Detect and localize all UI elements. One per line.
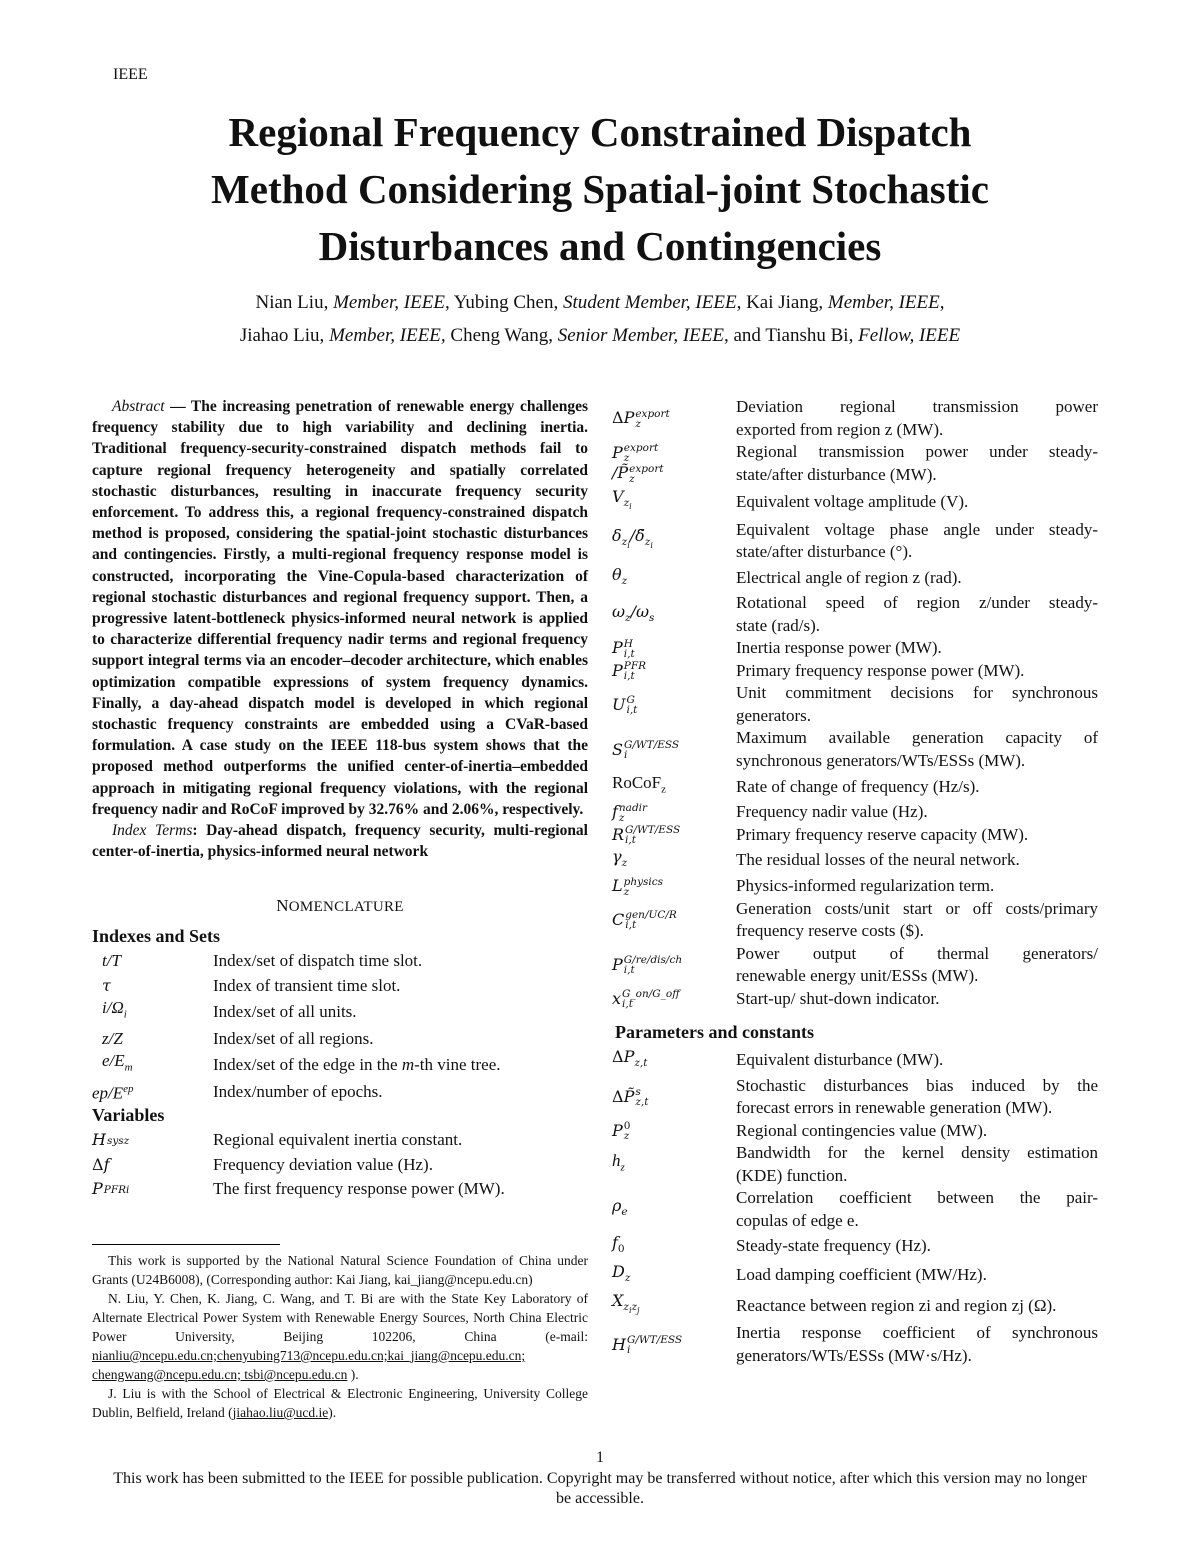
table-row — [612, 772, 1098, 801]
symbol: R G/WT/ESS i,t — [612, 824, 681, 847]
description — [736, 1046, 1098, 1075]
symbol: $\delta_{z_i}/\deltã_{z_i}$ — [612, 525, 653, 551]
symbol: $i/\Omega_i$ — [102, 998, 127, 1021]
symbol: P PFR i,t — [612, 660, 647, 683]
table-row — [92, 948, 588, 973]
author-role: Member, IEEE — [333, 292, 445, 313]
symbol: S G/WT/ESS i — [612, 739, 680, 762]
description — [736, 519, 1098, 564]
description — [736, 875, 1098, 898]
description: Index of transient time slot. — [213, 975, 401, 995]
symbol: RoCoF$_z$ — [612, 773, 667, 796]
description — [736, 943, 1098, 988]
desc-line: Primary frequency response power (MW). — [736, 660, 1025, 680]
parameters-table — [612, 1046, 1098, 1367]
description: Index/set of dispatch time slot. — [213, 951, 423, 971]
author-role: Member, IEEE — [827, 292, 940, 313]
description — [736, 1187, 1098, 1232]
desc-line: state/after disturbance (°). — [736, 542, 913, 562]
title-line-2: Method Considering Spatial-joint Stochastic — [211, 166, 989, 212]
description — [736, 824, 1098, 847]
desc-line: Equivalent disturbance (MW). — [736, 1050, 944, 1070]
description — [736, 801, 1098, 824]
table-row — [612, 486, 1098, 519]
author-name: , Yubing Chen, — [444, 292, 563, 313]
copyright-notice: This work has been submitted to the IEEE for possible publication. Copyright may be transferred without notice, after which this version may no longer be accessible. — [113, 1470, 1087, 1507]
table-row — [92, 973, 588, 998]
desc-line: Bandwidth for the kernel density estimation — [736, 1143, 1098, 1163]
description — [736, 846, 1098, 875]
table-row — [612, 1261, 1098, 1290]
description — [736, 898, 1098, 943]
symbol: P 0 z — [612, 1120, 631, 1143]
symbol: $X_{z_iz_j}$ — [612, 1290, 640, 1315]
author-line-1 — [100, 286, 1100, 319]
desc-line: (KDE) function. — [736, 1165, 848, 1185]
symbol: ΔP̃ s z,t — [612, 1086, 649, 1109]
author-role: Senior Member, IEEE — [557, 325, 724, 346]
title-line-3: Disturbances and Contingencies — [318, 223, 882, 269]
description — [736, 1075, 1098, 1120]
author-name: Jiahao Liu, — [239, 325, 330, 346]
table-row — [612, 396, 1098, 441]
symbol: P H i,t — [612, 637, 635, 660]
footnote-funding: This work is supported by the National Natural Science Foundation of China under Grants (U24B6008), (Corresponding author: Kai Jiang, kai_jiang@ncepu.edu.cn) — [92, 1253, 588, 1287]
author-role: Student Member, IEEE — [562, 292, 737, 313]
symbol: C gen/UC/R i,t — [612, 909, 677, 932]
table-row — [612, 1120, 1098, 1143]
table-row — [612, 441, 1098, 486]
desc-line: The residual losses of the neural network. — [736, 850, 1020, 870]
symbol: P export z /P̃ export z — [612, 442, 664, 485]
desc-part: m — [401, 1055, 415, 1075]
desc-line: Deviation regional transmission power — [736, 397, 1098, 416]
desc-line: Rotational speed of region z/under steady- — [736, 593, 1098, 613]
symbol: ΔP export z — [612, 407, 670, 430]
author-role: Member, IEEE, — [329, 325, 446, 346]
heading-initial: N — [276, 896, 289, 916]
desc-line: frequency reserve costs ($). — [736, 921, 924, 941]
table-row — [612, 988, 1098, 1011]
symbol: z/Z — [102, 1028, 123, 1048]
desc-line: Equivalent voltage phase angle under steady- — [736, 519, 1098, 539]
table-row — [612, 592, 1098, 637]
table-row — [612, 1290, 1098, 1323]
table-row — [612, 875, 1098, 898]
symbol: $\theta_z$ — [612, 564, 628, 587]
table-row — [612, 682, 1098, 727]
author-line-2 — [100, 319, 1100, 352]
desc-line: renewable energy unit/ESSs (MW). — [736, 966, 979, 986]
desc-line: Start-up/ shut-down indicator. — [736, 988, 940, 1008]
author-name: Nian Liu, — [255, 292, 334, 313]
symbol: t/T — [102, 951, 121, 971]
abstract-text: — The increasing penetration of renewable energy challenges frequency stability due to high variability and declining inertia. Traditional frequency-security-constrained dispatch methods fail to capture regional frequency heterogeneity and spatially correlated stochastic disturbances, resulting in inaccurate frequency security enforcement. To address this, a regional frequency-constrained dispatch method is proposed, considering the spatial-joint stochastic disturbances and contingencies. Firstly, a multi-regional frequency response model is constructed, incorporating the Vine-Copula-based characterization of regional stochastic disturbances and regional frequency support. Then, a progressive latent-bottleneck physics-informed neural network is applied to characterize differential frequency nadir terms and regional frequency support integral terms via an encoder–decoder architecture, which enables optimization compatible expressions of system frequency dynamics. Finally, a day-ahead dispatch model is developed in which regional stochastic frequency constraints are embedded using a CVaR-based formulation. A case study on the IEEE 118-bus system shows that the proposed method outperforms the unified center-of-inertia–embedded approach in mitigating regional frequency violations, with the regional frequency nadir and RoCoF improved by 32.76% and 2.06%, respectively. — [92, 398, 588, 818]
description — [736, 727, 1098, 772]
symbol: $\Delta P_{z,t}$ — [612, 1047, 648, 1070]
desc-line: state (rad/s). — [736, 615, 821, 635]
variables-heading: Variables — [92, 1105, 165, 1126]
desc-line: Unit commitment decisions for synchronous — [736, 683, 1098, 703]
footnote-affiliation-2 — [92, 1384, 588, 1422]
footnote-rule — [92, 1244, 280, 1245]
desc-line: Generation costs/unit start or off costs/primary — [736, 898, 1098, 918]
description: Index/set of all units. — [213, 1002, 357, 1022]
description — [736, 1322, 1098, 1367]
desc-line: Electrical angle of region z (rad). — [736, 567, 962, 587]
description — [736, 660, 1098, 683]
desc-line: exported from region z (MW). — [736, 419, 944, 439]
description — [736, 486, 1098, 519]
variables-table-right — [612, 396, 1098, 1010]
heading-rest: OMENCLATURE — [288, 899, 404, 916]
desc-line: Physics-informed regularization term. — [736, 876, 995, 896]
desc-part: -th vine tree. — [414, 1055, 501, 1075]
symbol: $e/E_m$ — [102, 1051, 133, 1074]
author-role: Fellow, IEEE — [858, 325, 961, 346]
symbol: L physics z — [612, 875, 664, 898]
table-row — [612, 943, 1098, 988]
desc-line: Reactance between region zi and region zj (Ω). — [736, 1295, 1057, 1315]
desc-line: copulas of edge e. — [736, 1210, 859, 1230]
table-row — [612, 519, 1098, 564]
variables-table-left — [92, 1127, 588, 1201]
index-terms-label: Index Terms — [112, 822, 193, 840]
paper-title — [100, 104, 1100, 275]
table-row — [612, 1322, 1098, 1367]
description: Regional equivalent inertia constant. — [213, 1130, 463, 1150]
description — [736, 1232, 1098, 1261]
description — [736, 682, 1098, 727]
description — [736, 441, 1098, 486]
desc-line: Primary frequency reserve capacity (MW). — [736, 824, 1029, 844]
description: Index/number of epochs. — [213, 1081, 383, 1101]
left-column — [92, 396, 588, 1201]
table-row — [612, 1187, 1098, 1232]
desc-line: Rate of change of frequency (Hz/s). — [736, 776, 980, 796]
description — [736, 772, 1098, 801]
table-row — [612, 898, 1098, 943]
table-row — [92, 1050, 588, 1078]
table-row — [612, 1142, 1098, 1187]
desc-line: Stochastic disturbances bias induced by the — [736, 1075, 1098, 1095]
description — [736, 564, 1098, 593]
page-number: 1 — [596, 1449, 604, 1466]
table-row — [612, 846, 1098, 875]
description: Frequency deviation value (Hz). — [213, 1154, 433, 1174]
title-line-1: Regional Frequency Constrained Dispatch — [228, 109, 972, 155]
index-terms — [92, 820, 588, 862]
nomenclature-heading — [92, 896, 588, 916]
indexes-heading: Indexes and Sets — [92, 926, 221, 947]
abstract-label: Abstract — [112, 398, 165, 415]
table-row — [612, 824, 1098, 847]
table-row — [612, 1046, 1098, 1075]
symbol: $\omega_z/\omega_s$ — [612, 601, 655, 624]
parameters-heading: Parameters and constants — [615, 1022, 814, 1043]
symbol: $h_z$ — [612, 1151, 625, 1174]
table-row — [92, 1152, 588, 1177]
desc-line: Regional contingencies value (MW). — [736, 1120, 988, 1140]
table-row — [612, 727, 1098, 772]
footnote-text: J. Liu is with the School of Electrical & Electronic Engineering, University College Dublin, Belfield, Ireland ( — [92, 1386, 588, 1420]
description — [736, 592, 1098, 637]
description — [736, 1290, 1098, 1323]
desc-line: Maximum available generation capacity of — [736, 728, 1098, 748]
description: The first frequency response power (MW). — [213, 1179, 505, 1199]
table-row — [612, 660, 1098, 683]
footnote-text: ). — [328, 1405, 337, 1420]
desc-line: Power output of thermal generators/ — [736, 943, 1098, 963]
symbol: $V_{z_i}$ — [612, 487, 632, 512]
footnote-affiliation-1 — [92, 1289, 588, 1384]
table-row — [612, 564, 1098, 593]
table-row — [612, 801, 1098, 824]
desc-line: Load damping coefficient (MW/Hz). — [736, 1265, 987, 1285]
indexes-table — [92, 948, 588, 1103]
table-row — [612, 1075, 1098, 1120]
right-column — [612, 396, 1098, 1367]
author-list — [100, 286, 1100, 352]
symbol: $D_z$ — [612, 1261, 631, 1285]
desc-line: state/after disturbance (MW). — [736, 464, 937, 484]
abstract — [92, 396, 588, 820]
symbol: x G_on/G_off i,t — [612, 988, 680, 1011]
description — [736, 1120, 1098, 1143]
description: Index/set of all regions. — [213, 1028, 374, 1048]
symbol: $f_0$ — [612, 1233, 625, 1256]
symbol: f nadir z — [612, 801, 648, 824]
email-links[interactable]: nianliu@ncepu.edu.cn;chenyubing713@ncepu.edu.cn;kai_jiang@ncepu.edu.cn; chengwang@ncepu.edu.cn; tsbi@ncepu.edu.cn — [92, 1348, 526, 1382]
description — [736, 988, 1098, 1011]
desc-line: generators/WTs/ESSs (MW·s/Hz). — [736, 1345, 972, 1365]
symbol: τ — [102, 975, 111, 995]
desc-line: Correlation coefficient between the pair- — [736, 1188, 1098, 1208]
author-name: Cheng Wang, — [445, 325, 558, 346]
description — [736, 637, 1098, 660]
desc-line: Steady-state frequency (Hz). — [736, 1236, 931, 1256]
desc-line: forecast errors in renewable generation (MW). — [736, 1098, 1053, 1118]
description — [736, 396, 1098, 441]
desc-line: Equivalent voltage amplitude (V). — [736, 492, 969, 512]
description — [213, 1050, 588, 1078]
desc-line: synchronous generators/WTs/ESSs (MW). — [736, 750, 1026, 770]
table-row — [612, 637, 1098, 660]
symbol: Δf — [92, 1154, 110, 1174]
index-terms-text: : Day-ahead dispatch, frequency security, multi-regional center-of-inertia, physics-informed neural network — [92, 822, 588, 861]
symbol: PPFRi — [92, 1179, 130, 1199]
desc-part: Index/set of the edge in the — [213, 1055, 402, 1075]
author-name: , Kai Jiang, — [736, 292, 828, 313]
description — [736, 1142, 1098, 1187]
table-row — [92, 997, 588, 1025]
author-name: , and Tianshu Bi, — [724, 325, 859, 346]
symbol: $\rho_e$ — [612, 1196, 628, 1219]
desc-line: Frequency nadir value (Hz). — [736, 802, 928, 822]
symbol: H G/WT/ESS i — [612, 1334, 683, 1357]
footnote-text: N. Liu, Y. Chen, K. Jiang, C. Wang, and T. Bi are with the State Key Laboratory of Alternate Electrical Power System with Renewable Energy Sources, North China Electric Power University, Beijing 102206, China (e-mail: — [92, 1291, 588, 1344]
table-row — [92, 1127, 588, 1152]
author-sep: , — [939, 292, 945, 313]
table-row — [92, 1026, 588, 1051]
desc-line: generators. — [736, 705, 812, 725]
symbol: $\gamma_z$ — [612, 847, 628, 870]
table-row — [92, 1176, 588, 1201]
description — [736, 1261, 1098, 1290]
journal-header: IEEE — [113, 66, 148, 83]
symbol: Hsysz — [92, 1130, 130, 1150]
table-row — [612, 1232, 1098, 1261]
table-row — [92, 1079, 588, 1104]
desc-line: Inertia response coefficient of synchronous — [736, 1323, 1098, 1343]
desc-line: Inertia response power (MW). — [736, 638, 942, 658]
symbol: U G i,t — [612, 694, 638, 717]
footnotes — [92, 1251, 588, 1422]
footnote-text: ). — [347, 1367, 359, 1382]
desc-line: Regional transmission power under steady- — [736, 442, 1098, 461]
symbol: $ep/E^{ep}$ — [92, 1082, 134, 1103]
symbol: P G/re/dis/ch i,t — [612, 954, 683, 977]
email-link[interactable]: jiahao.liu@ucd.ie — [232, 1405, 329, 1420]
